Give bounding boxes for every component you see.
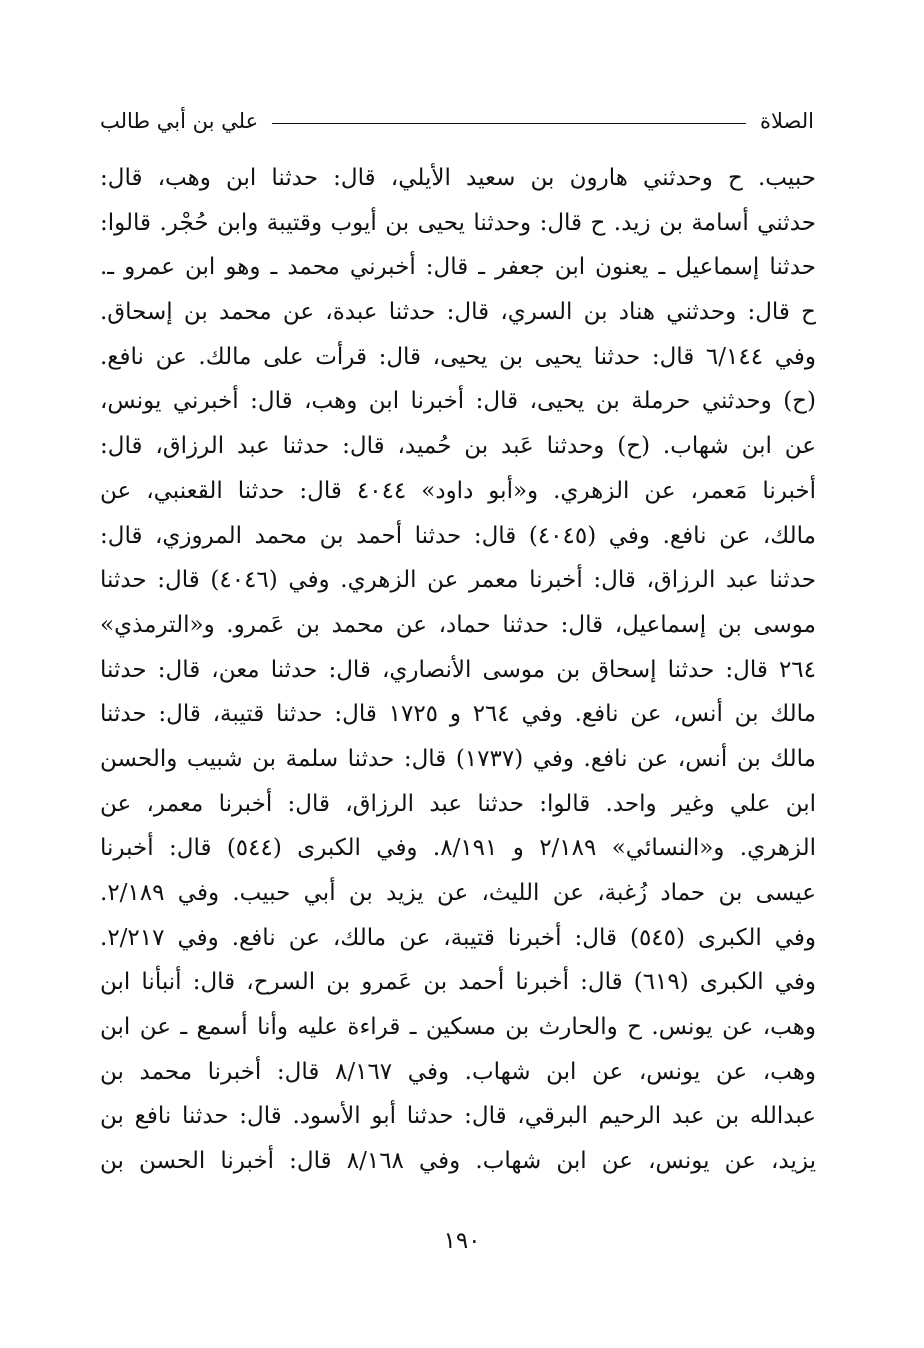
text-line: حدثني أسامة بن زيد. ح قال: وحدثنا يحيى بن أيوب وقتيبة وابن حُجْر. قالوا: [100,209,816,236]
text-line: وفي ٦/١٤٤ قال: حدثنا يحيى بن يحيى، قال: قرأت على مالك. عن نافع. [100,343,816,370]
text-line: ٢٦٤ قال: حدثنا إسحاق بن موسى الأنصاري، قال: حدثنا معن، قال: حدثنا [100,656,816,683]
text-line: أخبرنا مَعمر، عن الزهري. و«أبو داود» ٤٠٤٤ قال: حدثنا القعنبي، عن [100,477,816,504]
text-line: مالك بن أنس، عن نافع. وفي (١٧٣٧) قال: حدثنا سلمة بن شبيب والحسن [100,745,816,772]
text-line: يزيد، عن يونس، عن ابن شهاب. وفي ٨/١٦٨ قال: أخبرنا الحسن بن [100,1148,816,1175]
text-line: حدثنا عبد الرزاق، قال: أخبرنا معمر عن الزهري. وفي (٤٠٤٦) قال: حدثنا [100,567,816,594]
text-line: عيسى بن حماد زُغبة، عن الليث، عن يزيد بن أبي حبيب. وفي ٢/١٨٩. [100,880,816,906]
text-line: عن ابن شهاب. (ح) وحدثنا عَبد بن حُميد، قال: حدثنا عبد الرزاق، قال: [100,433,816,460]
text-line: مالك بن أنس، عن نافع. وفي ٢٦٤ و ١٧٢٥ قال: حدثنا قتيبة، قال: حدثنا [100,701,816,728]
book-title: علي بن أبي طالب [100,109,259,133]
header-rule [272,123,746,124]
text-line: ح قال: وحدثني هناد بن السري، قال: حدثنا عبدة، عن محمد بن إسحاق. [100,299,816,326]
text-line: عبدالله بن عبد الرحيم البرقي، قال: حدثنا أبو الأسود. قال: حدثنا نافع بن [100,1103,816,1130]
running-header [100,104,814,138]
text-line: (ح) وحدثني حرملة بن يحيى، قال: أخبرنا ابن وهب، قال: أخبرني يونس، [100,388,816,415]
text-line: وهب، عن يونس، عن ابن شهاب. وفي ٨/١٦٧ قال: أخبرنا محمد بن [100,1058,816,1085]
text-line: وفي الكبرى (٥٤٥) قال: أخبرنا قتيبة، عن مالك، عن نافع. وفي ٢/٢١٧. [100,924,816,951]
page-number: ١٩٠ [443,1228,481,1254]
text-line: موسى بن إسماعيل، قال: حدثنا حماد، عن محمد بن عَمرو. و«الترمذي» [100,611,816,638]
section-title: الصلاة [760,109,814,133]
text-line: الزهري. و«النسائي» ٢/١٨٩ و ٨/١٩١. وفي الكبرى (٥٤٤) قال: أخبرنا [100,835,816,862]
text-line: حدثنا إسماعيل ـ يعنون ابن جعفر ـ قال: أخبرني محمد ـ وهو ابن عمرو ـ. [100,254,816,281]
text-line: ابن علي وغير واحد. قالوا: حدثنا عبد الرزاق، قال: أخبرنا معمر، عن [100,790,816,817]
body-text [100,156,816,1184]
text-line: مالك، عن نافع. وفي (٤٠٤٥) قال: حدثنا أحمد بن محمد المروزي، قال: [100,522,816,549]
text-line: حبيب. ح وحدثني هارون بن سعيد الأيلي، قال: حدثنا ابن وهب، قال: [100,165,816,191]
text-line: وهب، عن يونس. ح والحارث بن مسكين ـ قراءة عليه وأنا أسمع ـ عن ابن [100,1014,816,1041]
text-line: وفي الكبرى (٦١٩) قال: أخبرنا أحمد بن عَمرو بن السرح، قال: أنبأنا ابن [100,969,816,996]
